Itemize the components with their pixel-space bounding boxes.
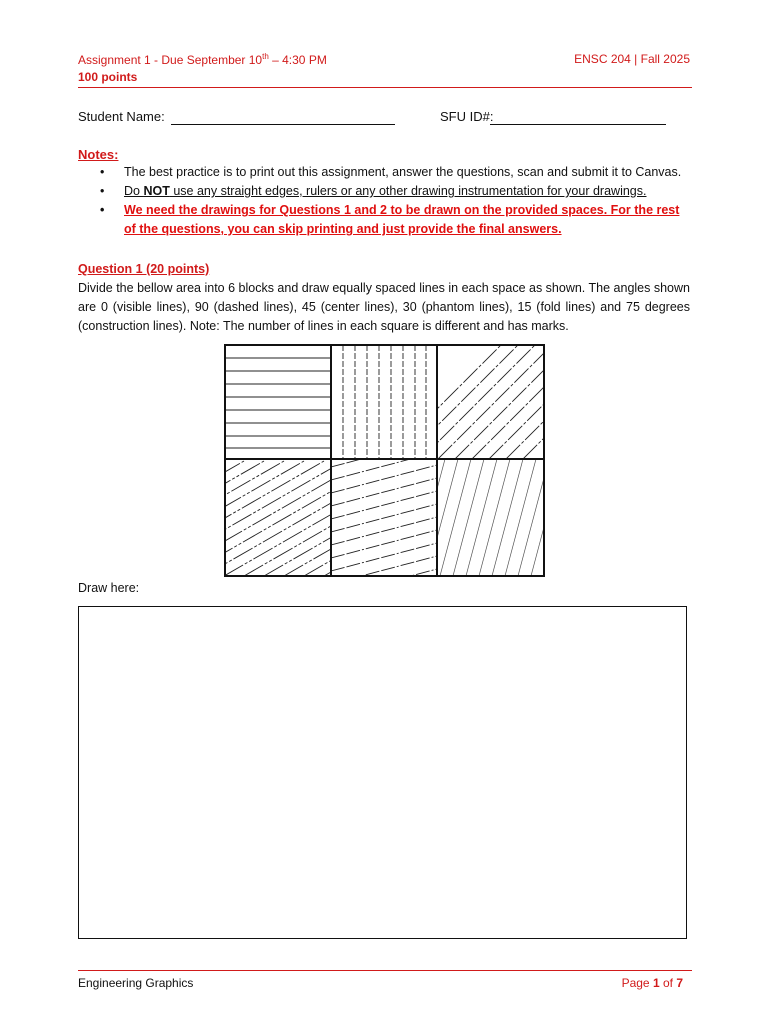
student-name-label: Student Name: (78, 109, 165, 124)
course-label: ENSC 204 | Fall 2025 (574, 52, 690, 66)
question-1-body: Divide the bellow area into 6 blocks and draw equally spaced lines in each space as shown. The angles shown are 0 (visible lines), 90 (dashed lines), 45 (center lines), 30 (phantom lines), 15 (fold lines) and 75 degrees (construction lines). Note: The number of lines in each square is different and has marks. (78, 281, 690, 333)
page-word: Page (621, 976, 653, 990)
sfu-id-label: SFU ID#: (440, 109, 494, 124)
header-divider (78, 87, 692, 88)
hatch-block-15deg (331, 426, 437, 578)
hatch-block-75deg (414, 459, 546, 576)
example-hatch-figure (224, 344, 546, 578)
note-text (124, 184, 646, 198)
note-text-emphasis: NOT (143, 184, 170, 198)
notes-title: Notes: (78, 147, 119, 162)
bullet-icon: • (100, 203, 105, 217)
hatch-block-vertical-dashed (343, 345, 426, 459)
due-date-superscript: th (262, 52, 269, 61)
page-current: 1 (652, 976, 660, 990)
note-item (78, 182, 692, 201)
footer-course-name: Engineering Graphics (78, 976, 194, 990)
notes-list (78, 163, 692, 239)
page-of: of (659, 976, 677, 990)
drawing-area[interactable] (78, 606, 687, 939)
hatch-grid-border (225, 345, 544, 576)
note-text: We need the drawings for Questions 1 and 2 to be drawn on the provided spaces. For the rest of the questions, you can skip printing and just provide the final answers. (124, 203, 680, 236)
question-1-title: Question 1 (20 points) (78, 262, 210, 276)
hatch-block-45deg (387, 345, 546, 459)
student-name-field[interactable] (171, 124, 395, 125)
bullet-icon: • (100, 165, 105, 179)
bullet-icon: • (100, 184, 105, 198)
note-text-pre: Do (124, 184, 144, 198)
assignment-title (78, 52, 327, 67)
note-text-post: use any straight edges, rulers or any other drawing instrumentation for your drawings. (169, 184, 647, 198)
note-item (78, 163, 692, 182)
sfu-id-field[interactable] (490, 124, 666, 125)
assignment-title-prefix: Assignment 1 - Due September 10 (78, 53, 263, 67)
hatch-block-horizontal (225, 358, 331, 448)
footer-divider (78, 970, 692, 971)
total-points: 100 points (78, 70, 138, 84)
note-text: The best practice is to print out this assignment, answer the questions, scan and submit it to Canvas. (124, 165, 682, 179)
page-number (622, 976, 683, 990)
note-item-important (78, 201, 692, 239)
draw-here-label: Draw here: (78, 581, 140, 595)
page-total: 7 (676, 976, 683, 990)
due-time: – 4:30 PM (268, 53, 327, 67)
